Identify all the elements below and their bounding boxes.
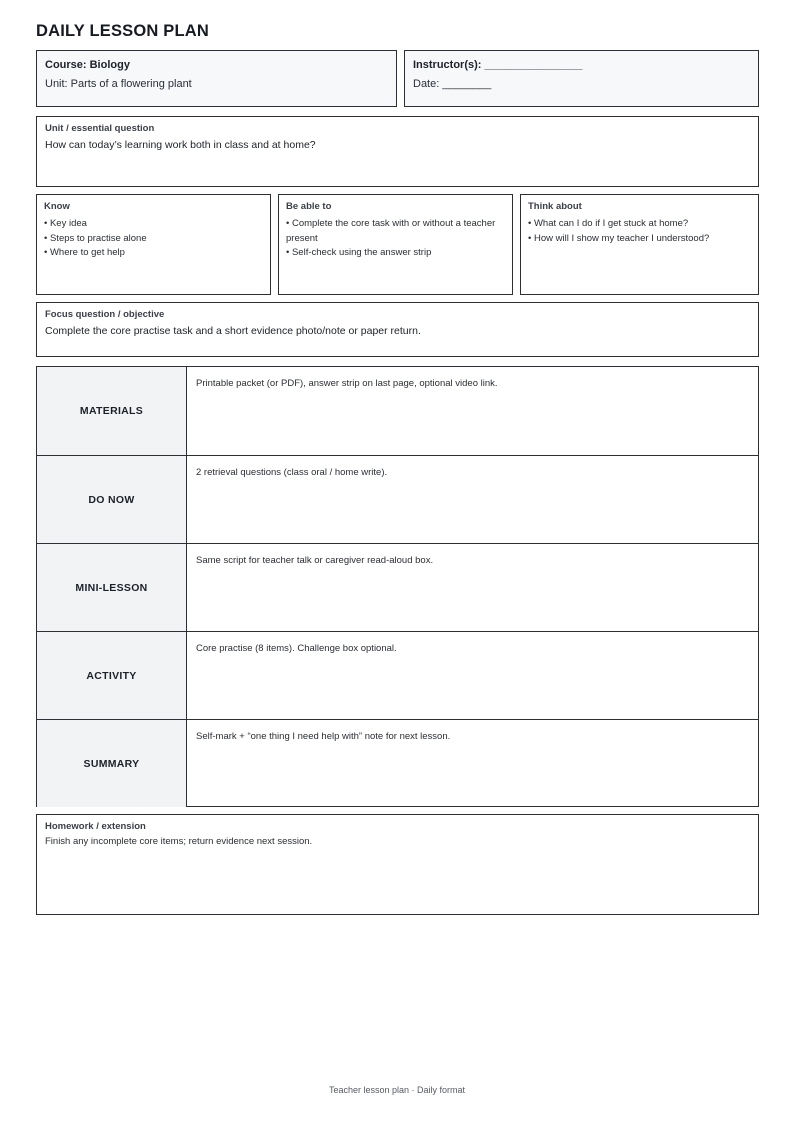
focus-label: Focus question / objective [45,309,165,320]
page-footer: Teacher lesson plan · Daily format [328,1085,466,1095]
think-about-list [528,217,751,246]
unit-name: Unit: Parts of a flowering plant [45,78,192,90]
homework-label: Homework / extension [45,821,146,832]
essential-question-label: Unit / essential question [45,123,155,134]
lesson-plan-table [36,366,759,807]
focus-text: Complete the core practise task and a short evidence photo/note or paper return. [45,325,421,337]
row-content-activity: Core practise (8 items). Challenge box optional. [196,643,397,654]
page-title: DAILY LESSON PLAN [36,22,210,40]
course-name: Course: Biology [45,59,130,71]
essential-question-text: How can today’s learning work both in class and at home? [45,139,316,151]
essential-question-box [36,116,759,187]
think-about-label: Think about [528,201,582,212]
know-label: Know [44,201,70,212]
table-row-activity [37,631,758,719]
list-item: • Steps to practise alone [44,232,147,244]
list-item: • Self-check using the answer strip [286,247,432,258]
know-column [36,194,271,295]
be-able-to-label: Be able to [286,201,332,212]
homework-box [36,814,759,915]
list-item: • What can I do if I get stuck at home? [528,218,689,229]
row-content-summary: Self-mark + “one thing I need help with” note for next lesson. [196,731,451,742]
row-content-do-now: 2 retrieval questions (class oral / home write). [196,467,388,478]
table-row-do-now [37,455,758,543]
row-label-summary: SUMMARY [37,720,187,807]
think-about-column [520,194,759,295]
row-label-do-now: DO NOW [37,456,187,543]
homework-text: Finish any incomplete core items; return evidence next session. [45,836,313,847]
be-able-to-list [286,217,505,261]
be-able-to-column [278,194,513,295]
list-item: • Key idea [44,218,87,229]
row-label-activity: ACTIVITY [37,632,187,719]
row-content-materials: Printable packet (or PDF), answer strip on last page, optional video link. [196,378,498,389]
date-field[interactable]: Date: ________ [413,78,492,90]
instructor-box [404,50,759,107]
table-row-materials [37,367,758,455]
table-row-summary [37,719,758,807]
list-item: • Where to get help [44,247,125,258]
know-list [44,217,263,261]
list-item: • How will I show my teacher I understood? [528,232,710,244]
row-label-mini-lesson: MINI-LESSON [37,544,187,631]
focus-objective-box [36,302,759,357]
instructors-field[interactable]: Instructor(s): ________________ [413,59,583,71]
table-row-mini-lesson [37,543,758,631]
course-box [36,50,397,107]
list-item: • Complete the core task with or without a teacher present [286,218,496,244]
row-content-mini-lesson: Same script for teacher talk or caregiver read-aloud box. [196,555,434,566]
row-label-materials: MATERIALS [37,367,187,455]
